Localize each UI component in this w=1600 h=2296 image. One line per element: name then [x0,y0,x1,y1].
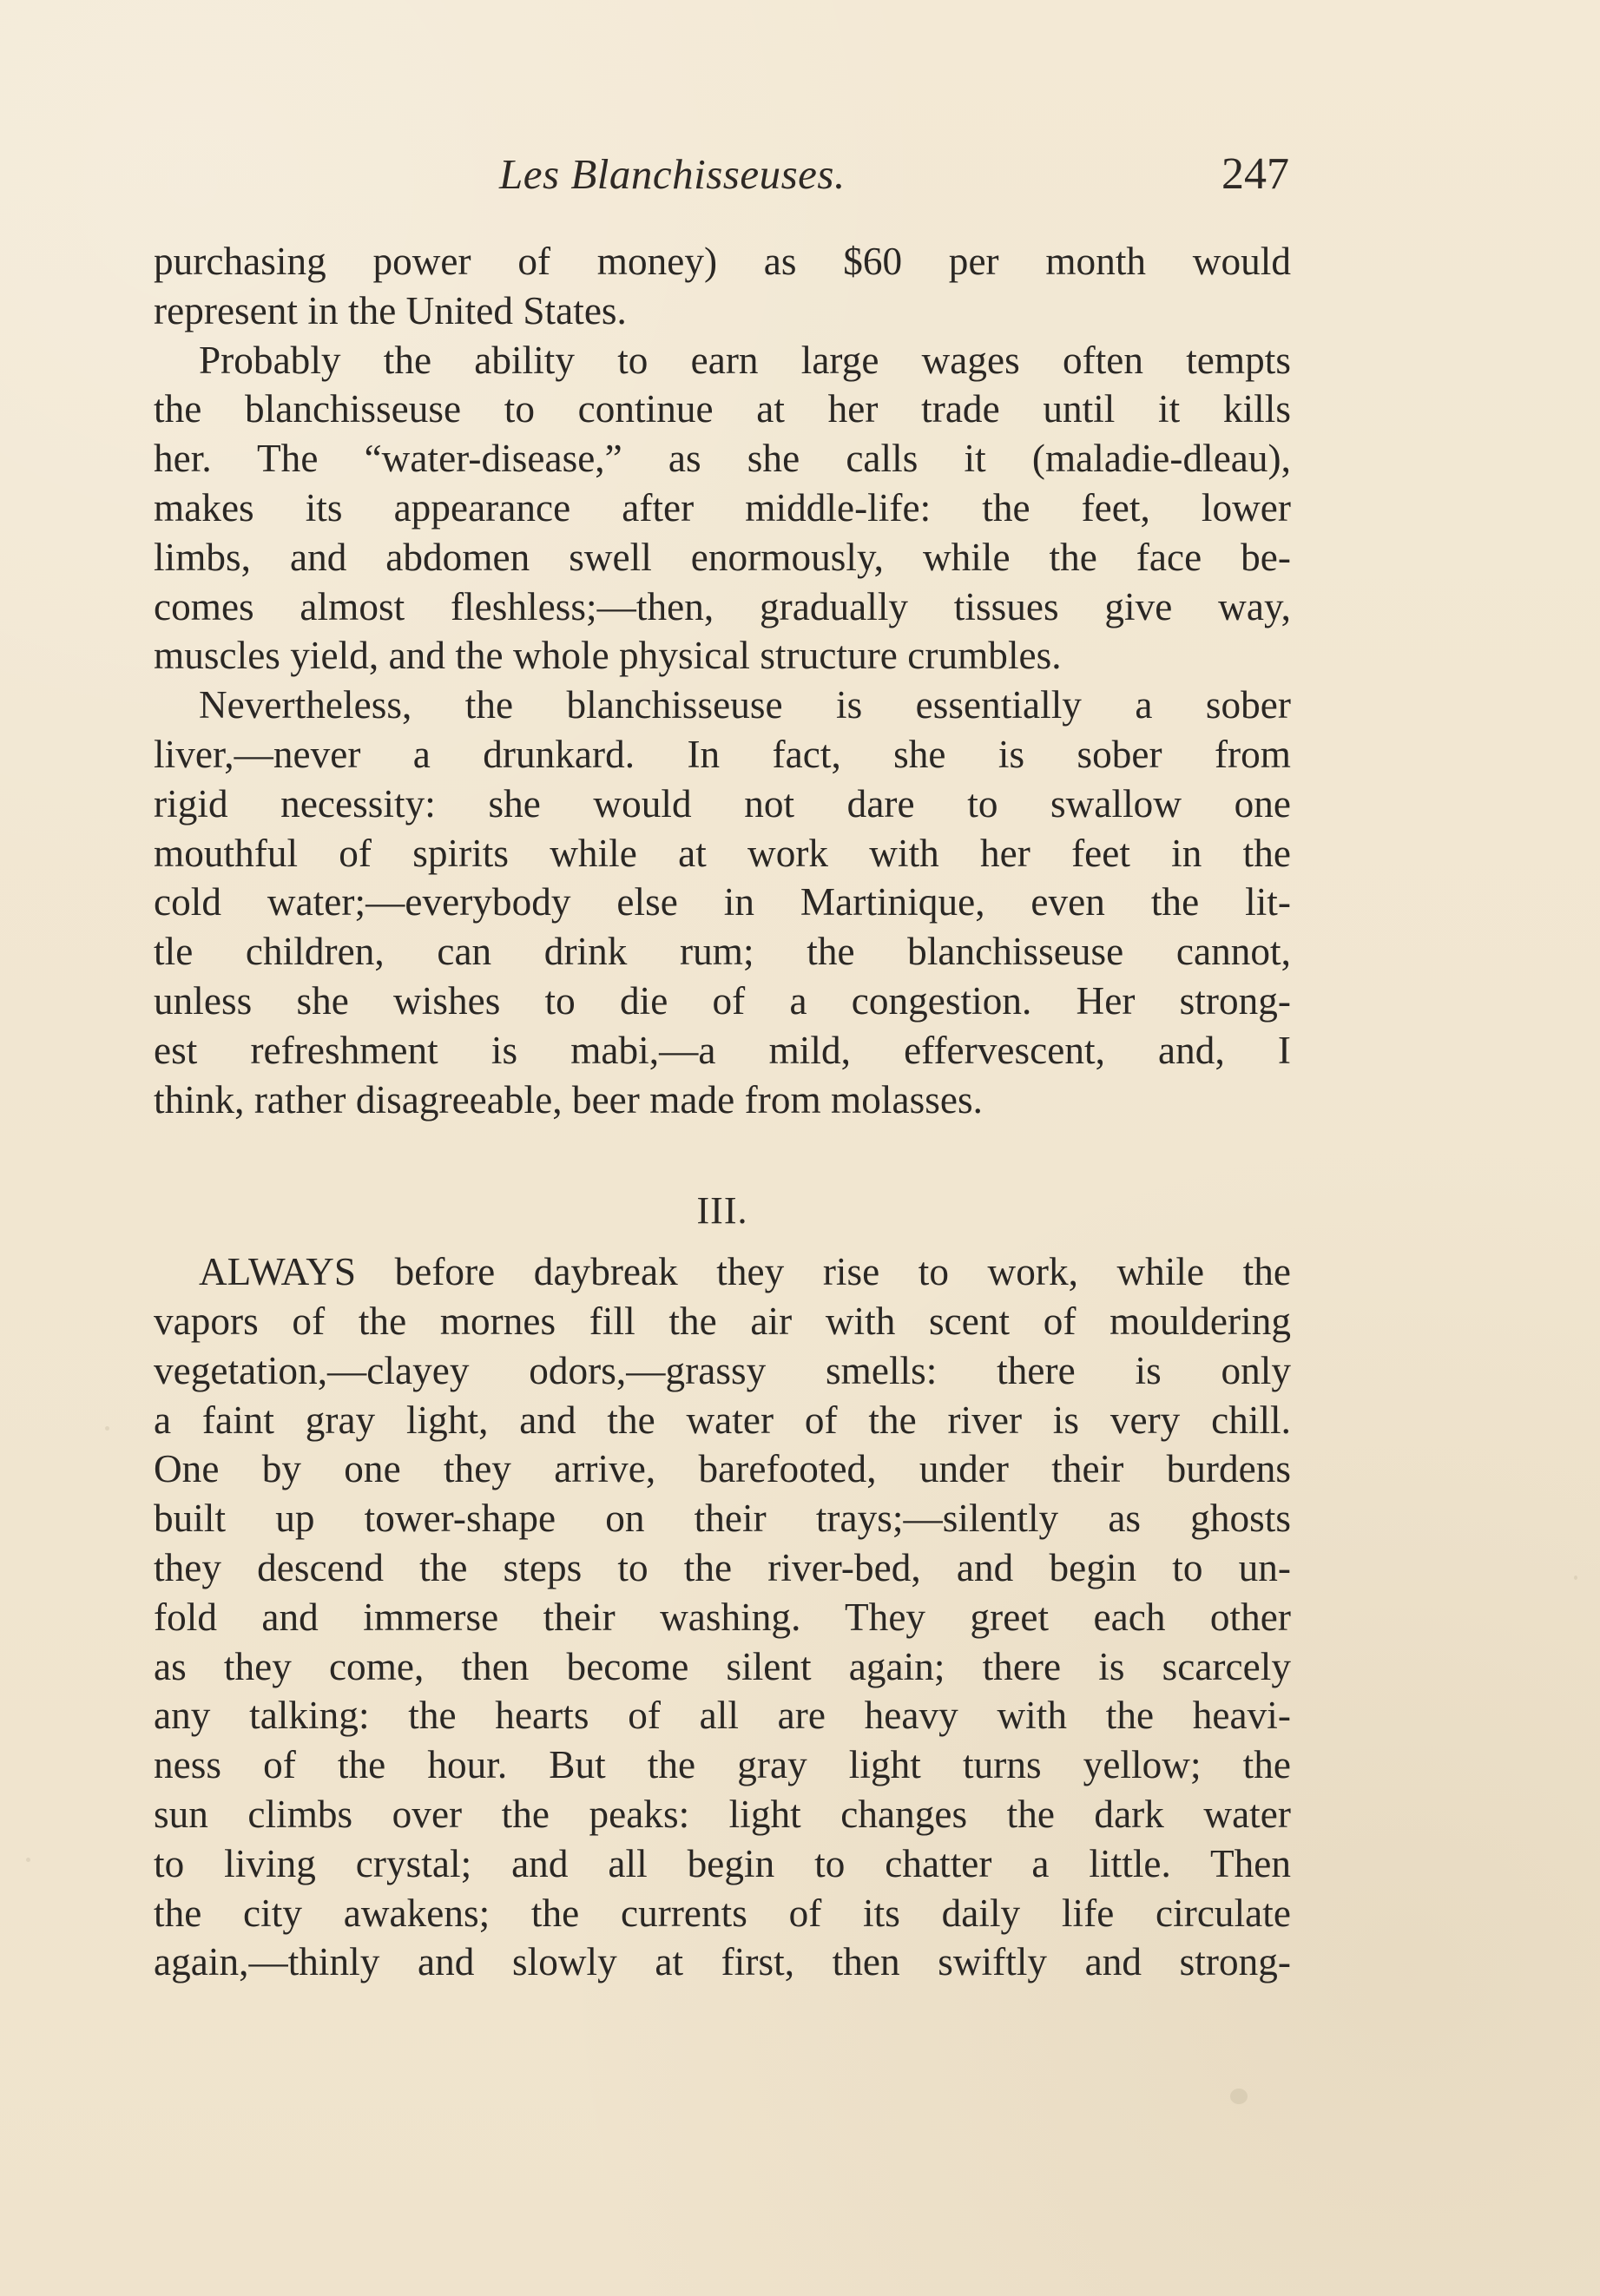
text-line: liver,—never a drunkard. In fact, she is sober from [154,732,1291,776]
page-number: 247 [1221,149,1289,199]
text-line: purchasing power of money) as $60 per month would [154,240,1291,283]
text-line: vapors of the mornes fill the air with scent of mouldering [154,1299,1291,1343]
text-line: limbs, and abdomen swell enormously, while the face be- [154,535,1291,579]
text-line: to living crystal; and all begin to chatter a little. Then [154,1841,1291,1885]
text-line: sun climbs over the peaks: light changes the dark water [154,1792,1291,1836]
text-line: fold and immerse their washing. They greet each other [154,1595,1291,1639]
text-line: unless she wishes to die of a congestion. Her strong- [154,978,1291,1023]
paper-speck [1230,2089,1248,2104]
text-line: vegetation,—clayey odors,—grassy smells: there is only [154,1348,1291,1392]
text-line: ness of the hour. But the gray light turns yellow; the [154,1743,1291,1787]
section-spacer [154,1124,1291,1174]
paper-speck [26,1858,30,1862]
text-line: mouthful of spirits while at work with her feet in the [154,831,1291,875]
running-header [499,140,1289,209]
text-line: the blanchisseuse to continue at her trade until it kills [154,387,1291,431]
text-line: her. The “water-disease,” as she calls it (maladie-dleau), [154,437,1291,481]
paper-speck [1574,1576,1577,1580]
text-line: cold water;—everybody else in Martinique, even the lit- [154,880,1291,924]
text-line: as they come, then become silent again; there is scarcely [154,1644,1291,1688]
text-line: makes its appearance after middle-life: the feet, lower [154,485,1291,530]
text-line: est refreshment is mabi,—a mild, effervescent, and, I [154,1028,1291,1072]
text-line: rigid necessity: she would not dare to swallow one [154,781,1291,826]
text-line: think, rather disagreeable, beer made from molasses. [154,1077,983,1122]
text-line: built up tower-shape on their trays;—silently as ghosts [154,1497,1291,1541]
text-line: again,—thinly and slowly at first, then swiftly and strong- [154,1940,1291,1984]
text-line: the city awakens; the currents of its daily life circulate [154,1891,1291,1935]
text-line: a faint gray light, and the water of the river is very chill. [154,1398,1291,1442]
text-line: ALWAYS before daybreak they rise to work, while the [199,1250,1291,1294]
text-line: represent in the United States. [154,288,627,332]
text-line: Probably the ability to earn large wages often tempts [199,338,1291,382]
text-line: One by one they arrive, barefooted, under their burdens [154,1447,1291,1491]
running-title: Les Blanchisseuses. [499,150,846,198]
main-text [154,237,1291,1987]
text-line: muscles yield, and the whole physical structure crumbles. [154,634,1062,678]
paper-speck [105,1426,109,1431]
section-heading: III. [696,1189,748,1233]
text-line: any talking: the hearts of all are heavy with the heavi- [154,1694,1291,1738]
text-line: tle children, can drink rum; the blanchisseuse cannot, [154,930,1291,974]
text-line: comes almost fleshless;—then, gradually tissues give way, [154,584,1291,628]
text-line: Nevertheless, the blanchisseuse is essentially a sober [199,683,1291,727]
text-line: they descend the steps to the river-bed, and begin to un- [154,1545,1291,1589]
